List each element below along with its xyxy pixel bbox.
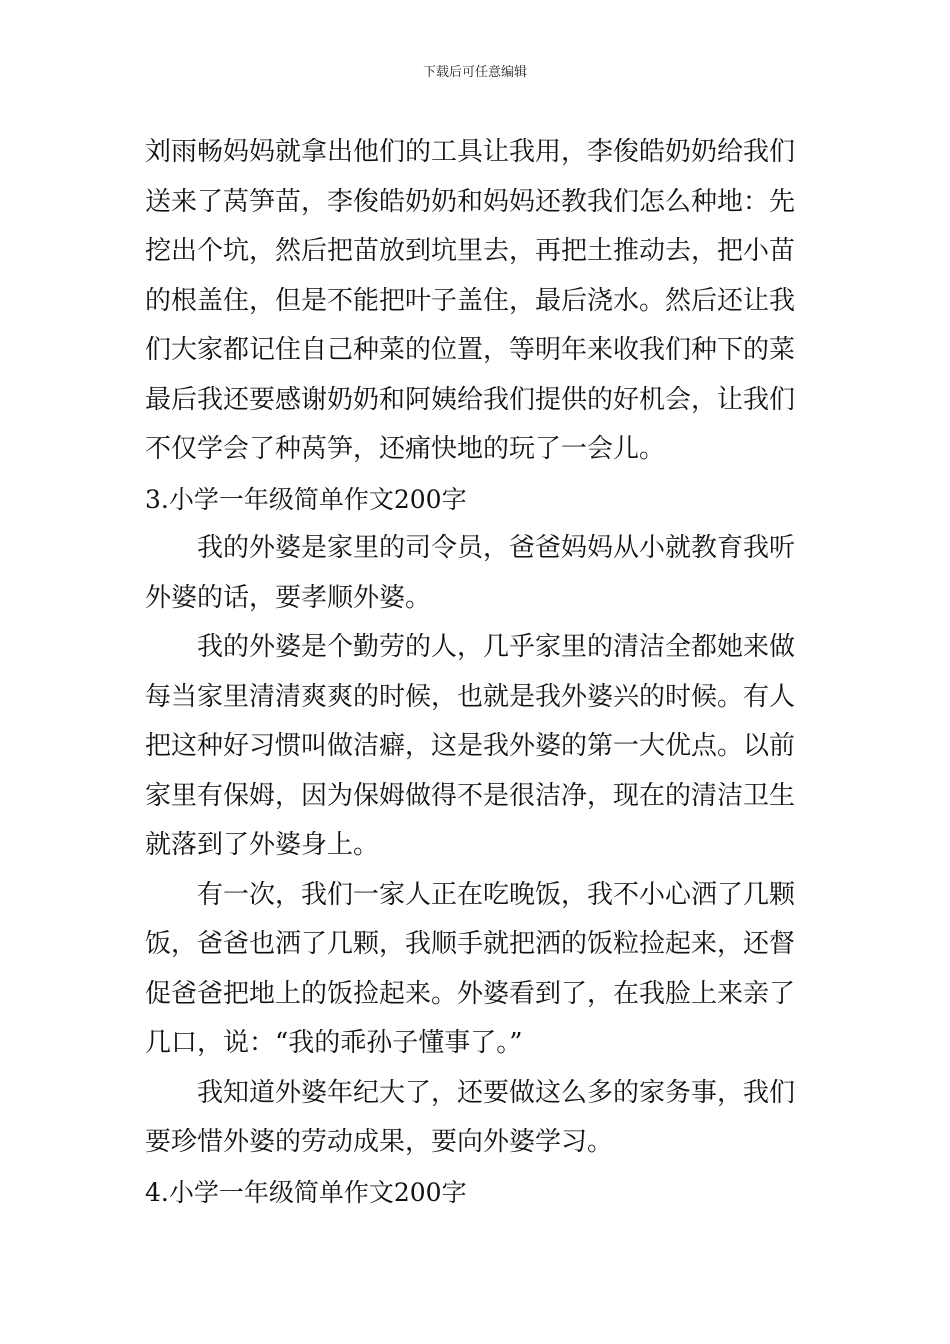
section-heading: 4.小学一年级简单作文200字 — [145, 1177, 467, 1207]
text-line: 外婆的话，要孝顺外婆。 — [145, 582, 432, 613]
text-line: 我知道外婆年纪大了，还要做这么多的家务事，我们 — [197, 1077, 796, 1108]
text-line: 就落到了外婆身上。 — [145, 830, 380, 860]
text-line: 最后我还要感谢奶奶和阿姨给我们提供的好机会，让我们 — [145, 384, 796, 415]
page-header-note: 下载后可任意编辑 — [422, 65, 527, 80]
text-line: 刘雨畅妈妈就拿出他们的工具让我用，李俊皓奶奶给我们 — [145, 137, 796, 167]
text-line: 家里有保姆，因为保姆做得不是很洁净，现在的清洁卫生 — [145, 780, 796, 811]
text-line: 们大家都记住自己种菜的位置，等明年来收我们种下的菜 — [145, 335, 796, 365]
text-line: 我的外婆是个勤劳的人，几乎家里的清洁全都她来做 — [197, 632, 796, 662]
text-line: 要珍惜外婆的劳动成果，要向外婆学习。 — [145, 1127, 614, 1157]
text-line: 送来了莴笋苗，李俊皓奶奶和妈妈还教我们怎么种地：先 — [145, 186, 796, 217]
text-line: 挖出个坑，然后把苗放到坑里去，再把土推动去，把小苗 — [145, 236, 796, 266]
text-line: 的根盖住，但是不能把叶子盖住，最后浇水。然后还让我 — [145, 285, 796, 316]
text-line: 有一次，我们一家人正在吃晚饭，我不小心洒了几颗 — [197, 879, 796, 910]
document-body — [145, 128, 810, 1217]
text-line: 饭，爸爸也洒了几颗，我顺手就把洒的饭粒捡起来，还督 — [145, 929, 796, 959]
text-line: 把这种好习惯叫做洁癖，这是我外婆的第一大优点。以前 — [145, 731, 796, 761]
text-line: 不仅学会了种莴笋，还痛快地的玩了一会儿。 — [145, 434, 666, 464]
text-line: 每当家里清清爽爽的时候，也就是我外婆兴的时候。有人 — [145, 681, 796, 712]
section-heading: 3.小学一年级简单作文200字 — [145, 484, 467, 514]
text-line: 我的外婆是家里的司令员，爸爸妈妈从小就教育我听 — [197, 533, 796, 563]
text-line: 促爸爸把地上的饭捡起来。外婆看到了，在我脸上来亲了 — [145, 978, 796, 1009]
text-line: 几口，说：“我的乖孙子懂事了。” — [145, 1028, 523, 1058]
